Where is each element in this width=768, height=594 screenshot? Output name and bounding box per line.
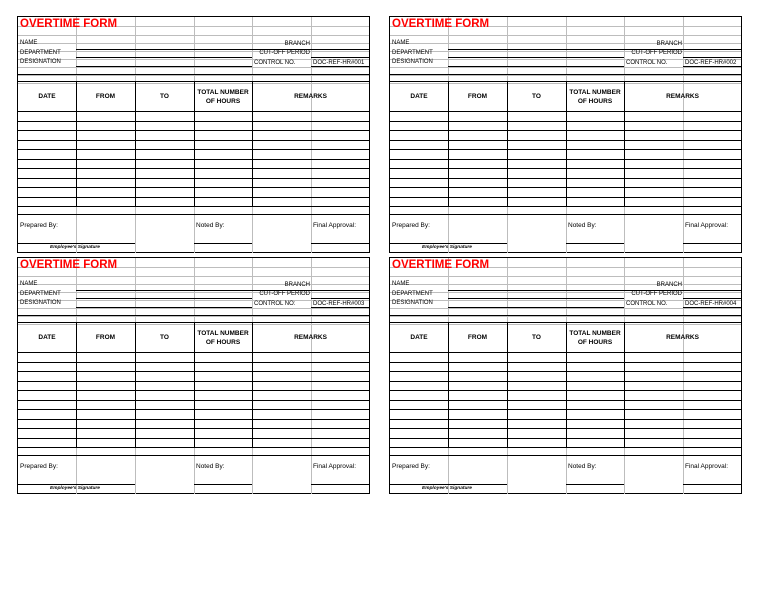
prepared-by-label: Prepared By: [20,463,58,470]
control-label: CONTROL NO. [254,60,296,66]
column-header-2: FROM [467,93,488,100]
column-header-1: DATE [38,93,56,100]
form-title: OVERTIME FORM [20,18,118,30]
branch-label: BRANCH [656,282,682,288]
table-row [390,362,741,363]
table-row [18,428,369,429]
branch-label: BRANCH [284,41,310,47]
table-row [390,438,741,439]
noted-by-label: Noted By: [196,463,225,470]
table-row [390,187,741,188]
branch-label: BRANCH [656,41,682,47]
column-header-5: REMARKS [666,93,699,100]
name-label: NAME [392,281,410,287]
name-label: NAME [392,40,410,46]
column-header-4: TOTAL NUMBER OF HOURS [197,329,249,346]
column-header-2: FROM [467,334,488,341]
column-header-2: FROM [95,93,116,100]
table-row [18,438,369,439]
control-label: CONTROL NO. [626,60,668,66]
column-header-5: REMARKS [294,334,327,341]
employee-signature-caption: Employee's Signature [50,245,100,250]
table-row [18,149,369,150]
column-header-5: REMARKS [294,93,327,100]
table-row [18,390,369,391]
final-approval-label: Final Approval: [313,222,356,229]
column-header-3: TO [532,93,541,100]
table-row [18,409,369,410]
column-header-1: DATE [38,334,56,341]
employee-signature-caption: Employee's Signature [422,486,472,491]
table-row [18,168,369,169]
column-header-1: DATE [410,93,428,100]
control-number: DOC-REF-HR#004 [685,301,737,307]
branch-label: BRANCH [284,282,310,288]
column-header-1: DATE [410,334,428,341]
column-header-5: REMARKS [666,334,699,341]
signature-line [18,243,135,244]
designation-label: DESIGNATION [392,300,433,306]
table-row [390,400,741,401]
cutoff-label: CUT-OFF PERIOD [631,50,682,56]
column-header-4: TOTAL NUMBER OF HOURS [197,88,249,105]
final-approval-label: Final Approval: [313,463,356,470]
noted-by-label: Noted By: [196,222,225,229]
designation-label: DESIGNATION [20,300,61,306]
overtime-form-1 [17,16,370,253]
table-row [390,390,741,391]
form-title: OVERTIME FORM [392,259,490,271]
table-row [18,381,369,382]
table-row [18,140,369,141]
prepared-by-label: Prepared By: [20,222,58,229]
signature-line [18,484,135,485]
table-row [18,371,369,372]
department-label: DEPARTMENT [20,291,61,297]
column-header-3: TO [532,334,541,341]
name-label: NAME [20,40,38,46]
department-label: DEPARTMENT [392,291,433,297]
column-header-4: TOTAL NUMBER OF HOURS [569,329,621,346]
overtime-form-2 [389,16,742,253]
table-row [390,140,741,141]
table-row [390,178,741,179]
table-row [390,197,741,198]
table-row [18,400,369,401]
employee-signature-caption: Employee's Signature [422,245,472,250]
control-number: DOC-REF-HR#003 [313,301,365,307]
table-row [390,168,741,169]
prepared-by-label: Prepared By: [392,463,430,470]
control-number: DOC-REF-HR#002 [685,60,737,66]
cutoff-label: CUT-OFF PERIOD [259,50,310,56]
final-approval-label: Final Approval: [685,222,728,229]
overtime-form-3 [17,257,370,494]
designation-label: DESIGNATION [20,59,61,65]
table-row [390,409,741,410]
table-row [18,362,369,363]
table-row [18,130,369,131]
column-header-4: TOTAL NUMBER OF HOURS [569,88,621,105]
column-header-3: TO [160,93,169,100]
table-row [390,428,741,429]
overtime-form-4 [389,257,742,494]
table-row [390,121,741,122]
designation-label: DESIGNATION [392,59,433,65]
table-row [390,419,741,420]
control-label: CONTROL NO: [254,301,296,307]
table-row [18,187,369,188]
final-approval-label: Final Approval: [685,463,728,470]
column-header-3: TO [160,334,169,341]
form-title: OVERTIME FORM [20,259,118,271]
signature-line [390,484,507,485]
column-header-2: FROM [95,334,116,341]
noted-by-label: Noted By: [568,222,597,229]
form-title: OVERTIME FORM [392,18,490,30]
prepared-by-label: Prepared By: [392,222,430,229]
noted-by-label: Noted By: [568,463,597,470]
control-label: CONTROL NO. [626,301,668,307]
table-row [390,159,741,160]
table-row [18,197,369,198]
name-label: NAME [20,281,38,287]
table-row [390,130,741,131]
table-row [18,419,369,420]
table-row [390,381,741,382]
cutoff-label: CUT-OFF PERIOD [259,291,310,297]
control-number: DOC-REF-HR#001 [313,60,365,66]
department-label: DEPARTMENT [392,50,433,56]
table-row [18,178,369,179]
department-label: DEPARTMENT [20,50,61,56]
employee-signature-caption: Employee's Signature [50,486,100,491]
cutoff-label: CUT-OFF PERIOD [631,291,682,297]
table-row [18,159,369,160]
table-row [390,149,741,150]
table-row [18,121,369,122]
signature-line [390,243,507,244]
table-row [390,371,741,372]
